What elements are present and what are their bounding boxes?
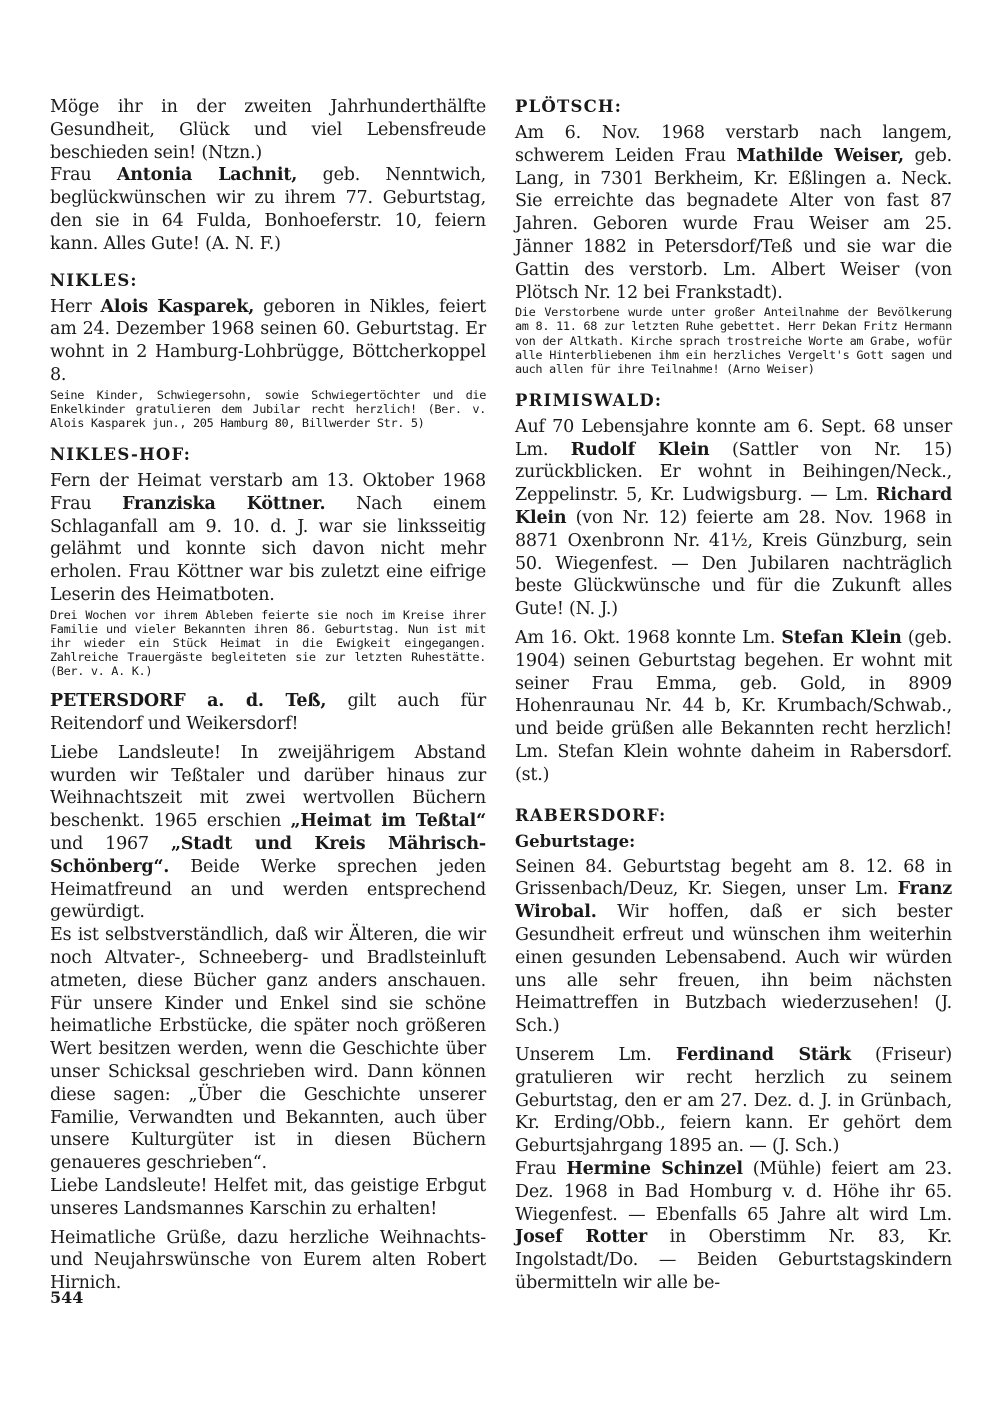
section-heading-nikles: NIKLES: <box>50 270 138 290</box>
text-span: geboren in Nikles, feiert am 24. Dezember 1968 seinen 60. Geburtstag. Er wohnt in 2 Hamburg-Lohbrügge, Böttcherkoppel 8. <box>50 296 486 385</box>
section-heading-petersdorf: PETERSDORF a. d. Teß, <box>50 691 327 712</box>
left-column <box>50 96 486 1295</box>
paragraph-rudolf-klein <box>515 416 952 621</box>
text-span: Wir hoffen, daß er sich bester Gesundheit erfreut und wünschen ihm weiterhin einen gesunden Lebensabend. Auch wir würden uns alle sehr freuen, ihn beim nächsten Heimattreffen in Butzbach wiederzusehen! (J. Sch.) <box>515 902 952 1037</box>
text-span: Seinen 84. Geburtstag begeht am 8. 12. 68 in Grissenbach/Deuz, Kr. Siegen, unser Lm. <box>515 856 952 900</box>
paragraph-weiser <box>515 122 952 304</box>
paragraph-liebe-landsleute <box>50 742 486 924</box>
person-name: Rudolf Klein <box>570 439 710 460</box>
paragraph-wirobal <box>515 856 952 1038</box>
text-span: in Oberstimm Nr. 83, Kr. Ingolstadt/Do. — Beiden Geburtstagskindern übermitteln wir alle be- <box>515 1227 952 1293</box>
text-span: Unserem Lm. <box>515 1044 676 1065</box>
text-span: Liebe Landsleute! In zweijährigem Abstand wurden wir Teßtaler und darüber hinaus zur Weihnachtszeit mit zwei wertvollen Büchern beschenkt. 1965 erschien <box>50 742 486 832</box>
section-heading-primiswald: PRIMISWALD: <box>515 390 663 410</box>
text-span: Am 16. Okt. 1968 konnte Lm. <box>515 628 782 649</box>
person-name: Richard Klein <box>515 485 952 529</box>
text-span: Auf 70 Lebensjahre konnte am 6. Sept. 68 unser Lm. <box>515 416 952 460</box>
page-number: 544 <box>50 1288 84 1307</box>
section-heading-ploetsch: PLÖTSCH: <box>515 97 622 116</box>
text-span: Frau <box>515 1158 567 1179</box>
book-title: „Stadt und Kreis Mährisch-Schönberg“. <box>50 834 486 877</box>
paragraph-petersdorf <box>50 690 486 736</box>
small-paragraph-weiser: Die Verstorbene wurde unter großer Anteilnahme der Bevölkerung am 8. 11. 68 zur letzten Ruhe gebettet. Herr Dekan Fritz Hermann von der Altkath. Kirche sprach trostreiche Worte am Grabe, wofür alle Hinterbliebenen ihm ein herzliches Vergelt's Gott sagen und auch allen für ihre Teilnahme! (Arno Weiser) <box>515 305 952 376</box>
person-name: Josef Rotter <box>515 1227 648 1248</box>
text-span: und 1967 <box>50 834 171 855</box>
text-span: Nach einem Schlaganfall am 9. 10. d. J. war sie linksseitig gelähmt und konnte sich davon nicht mehr erholen. Frau Köttner war bis zuletzt eine eifrige Leserin des Heimatboten. <box>50 493 486 606</box>
section-heading-nikles-hof: NIKLES-HOF: <box>50 445 192 465</box>
text-span: (von Nr. 12) feierte am 28. Nov. 1968 in 8871 Oxenbronn Nr. 41½, Kreis Günzburg, sein 50. Wiegenfest. — Den Jubilaren nachträglich beste Glückwünsche und für die Zukunft alles Gute! (N. J.) <box>515 508 952 620</box>
person-name: Franz Wirobal. <box>515 879 952 923</box>
paragraph-kasparek <box>50 296 486 387</box>
right-column <box>515 96 952 1295</box>
subheading-geburtstage: Geburtstage: <box>515 831 636 851</box>
person-name: Antonia Lachnit, <box>116 165 298 186</box>
paragraph-staerk <box>515 1044 952 1158</box>
text-span: Herr <box>50 296 101 317</box>
text-span: geb. Nenntwich, beglückwünschen wir zu ihrem 77. Geburtstag, den sie in 64 Fulda, Bonhoeferstr. 10, feiern kann. Alles Gute! (A. N. F.) <box>50 165 487 254</box>
text-span: Beide Werke sprechen jeden Heimatfreund an und werden entsprechend gewürdigt. <box>50 856 486 923</box>
person-name: Hermine Schinzel <box>566 1158 743 1179</box>
book-title: „Heimat im Teßtal“ <box>290 811 486 832</box>
paragraph-gruesse: Heimatliche Grüße, dazu herzliche Weihnachts- und Neujahrswünsche von Eurem alten Robert Hirnich. <box>50 1227 486 1294</box>
paragraph-koettner <box>50 470 486 607</box>
text-span: (Mühle) feiert am 23. Dez. 1968 in Bad Homburg v. d. Höhe ihr 65. Wiegenfest. — Ebenfalls 65 Jahre alt wird Lm. <box>515 1158 952 1225</box>
text-span: Am 6. Nov. 1968 verstarb nach langem, schwerem Leiden Frau <box>515 123 952 166</box>
paragraph-schinzel <box>515 1158 952 1295</box>
person-name: Stefan Klein <box>781 628 902 649</box>
text-span: Frau <box>50 165 117 186</box>
paragraph-moege: Möge ihr in der zweiten Jahrhunderthälfte Gesundheit, Glück und viel Lebensfreude beschieden sein! (Ntzn.) <box>50 97 486 163</box>
text-span: (Sattler von Nr. 15) zurückblicken. Er wohnt in Beihingen/Neck., Zeppelinstr. 5, Kr. Ludwigsburg. — Lm. <box>515 439 952 506</box>
small-paragraph-koettner: Drei Wochen vor ihrem Ableben feierte sie noch im Kreise ihrer Familie und vieler Bekannten ihren 86. Geburtstag. Nun ist mit ihr wieder ein Stück Heimat in die Ewigkeit eingegangen. Zahlreiche Trauergäste begleiteten sie zur letzten Ruhestätte. (Ber. v. A. K.) <box>50 607 486 679</box>
text-span: geb. Lang, in 7301 Berkheim, Kr. Eßlingen a. Neck. Sie erreichte das begnadete Alter von fast 87 Jahren. Geboren wurde Frau Weiser am 25. Jänner 1882 in Petersdorf/Teß und sie war die Gattin des verstorb. Lm. Albert Weiser (von Plötsch Nr. 12 bei Frankstadt). <box>515 145 952 303</box>
section-heading-rabersdorf: RABERSDORF: <box>515 805 667 825</box>
person-name: Ferdinand Stärk <box>675 1044 851 1065</box>
paragraph-stefan-klein <box>515 627 952 787</box>
person-name: Franziska Köttner. <box>122 493 326 514</box>
person-name: Alois Kasparek, <box>100 296 255 317</box>
text-span: (geb. 1904) seinen Geburtstag begehen. Er wohnt mit seiner Frau Emma, geb. Gold, in 8909 Hohenraunau Nr. 44 b, Kr. Krumbach/Schwab., und beide grüßen alle Bekannten recht herzlich! Lm. Stefan Klein wohnte daheim in Rabersdorf. (st.) <box>515 628 952 785</box>
person-name: Mathilde Weiser, <box>736 145 904 166</box>
small-paragraph-kasparek: Seine Kinder, Schwiegersohn, sowie Schwiegertöchter und die Enkelkinder gratulieren dem Jubilar recht herzlich! (Ber. v. Alois Kasparek jun., 205 Hamburg 80, Billwerder Str. 5) <box>50 387 486 430</box>
text-span: gilt auch für Reitendorf und Weikersdorf! <box>50 691 486 735</box>
paragraph-helfet-mit: Liebe Landsleute! Helfet mit, das geistige Erbgut unseres Landsmannes Karschin zu erhalten! <box>50 1176 486 1219</box>
text-span: Fern der Heimat verstarb am 13. Oktober 1968 Frau <box>50 471 486 514</box>
paragraph-lachnit <box>50 164 486 255</box>
paragraph-selbstverstaendlich: Es ist selbstverständlich, daß wir Älteren, die wir noch Altvater-, Schneeberg- und Bradlsteinluft atmeten, diese Bücher ganz anders anschauen. Für unsere Kinder und Enkel sind sie schöne heimatliche Erbstücke, die später noch größeren Wert besitzen werden, wenn die Geschichte über unser Schicksal geschrieben wird. Dann können diese sagen: „Über die Geschichte unserer Familie, Verwandten und Bekannten, auch über unsere Kulturgüter ist in diesen Büchern genaueres geschrieben“. <box>50 925 486 1174</box>
text-span: (Friseur) gratulieren wir recht herzlich zu seinem Geburtstag, den er am 27. Dez. d. J. in Grünbach, Kr. Erding/Obb., feiern kann. Er gehört dem Geburtsjahrgang 1895 an. — (J. Sch.) <box>515 1044 952 1157</box>
